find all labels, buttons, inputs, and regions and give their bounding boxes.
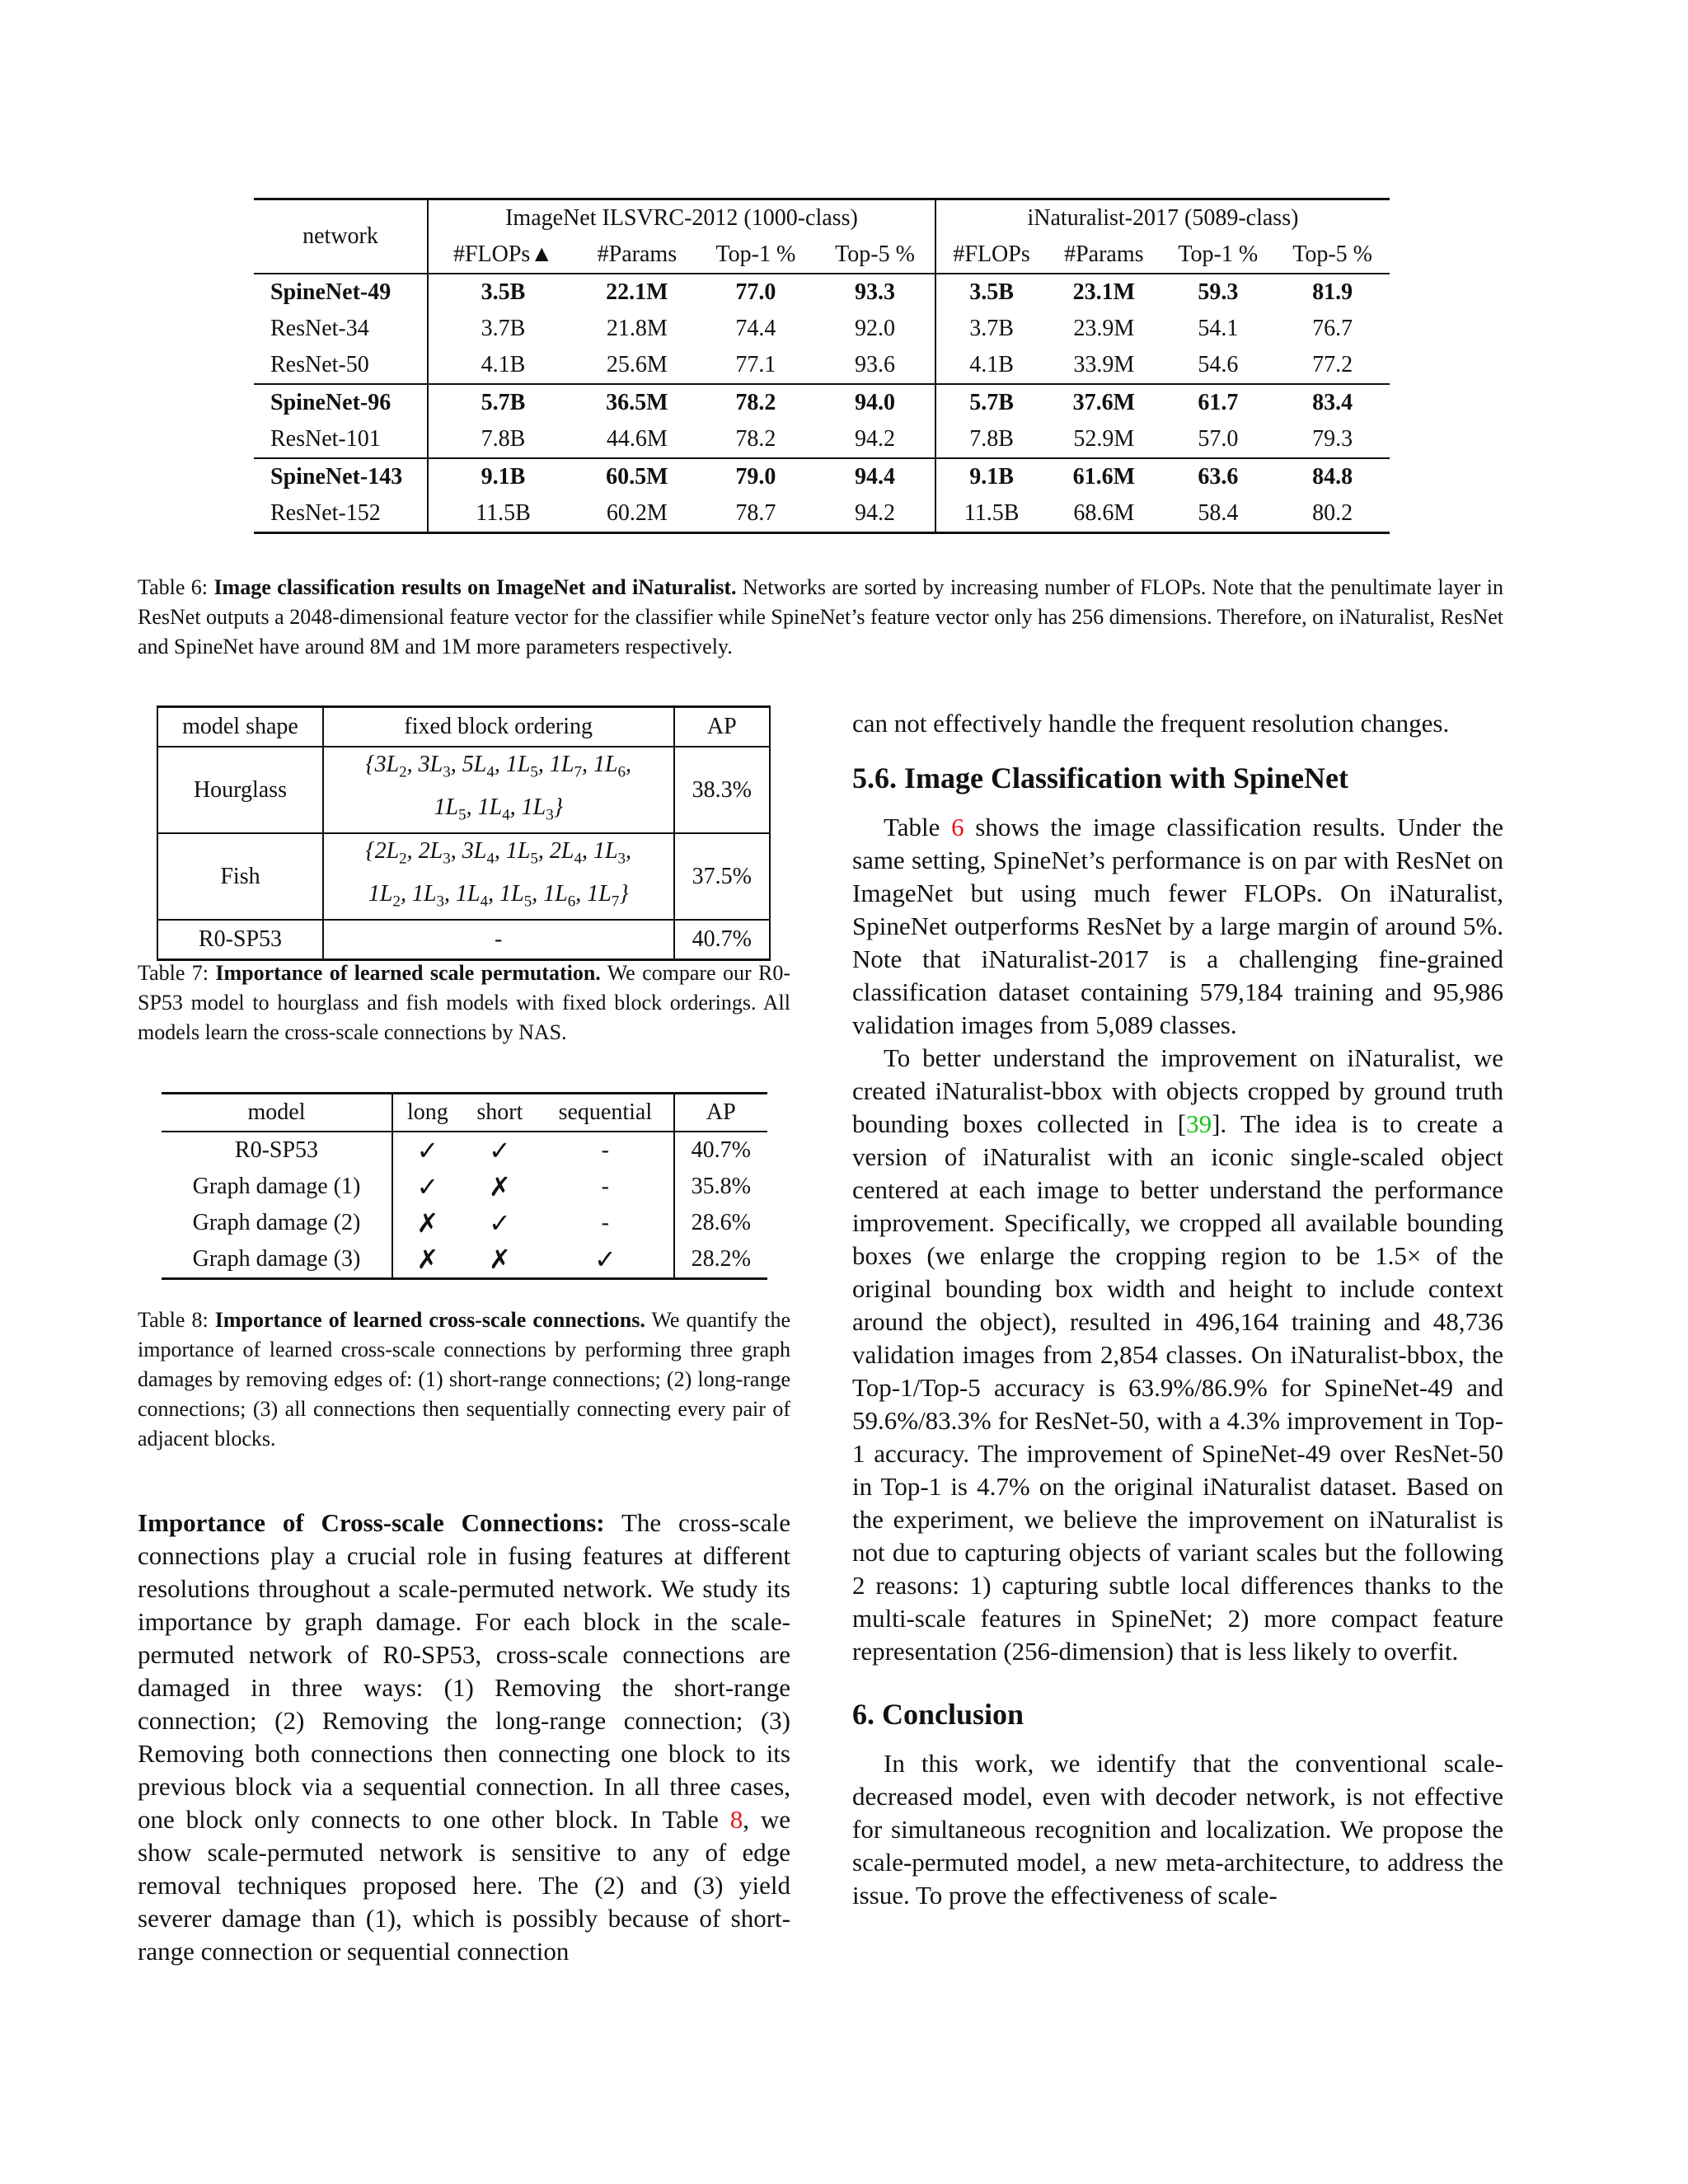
t7-header-ap: AP [674,707,771,748]
paragraph-text: , we show scale-permuted network is sensitive to any of edge removal techniques proposed here. The (2) and (3) yield severer damage than (1), which is possibly because of short-range connection or sequential connection [138,1805,790,1966]
caption-title: Importance of learned scale permutation. [215,961,601,985]
t8-ap-cell: 40.7% [691,1137,751,1163]
t6-cell: 22.1M [606,279,668,305]
t6-cell: 11.5B [935,495,1047,533]
table-7 [157,705,771,961]
t6-cell: 94.2 [815,421,935,458]
t8-sequential-cell: ✓ [537,1241,674,1279]
t6-subheader: #FLOPs [935,237,1047,274]
t6-network-name: ResNet-152 [254,495,428,533]
t7-fish-ap: 37.5% [674,833,771,920]
t6-cell: 78.2 [696,384,815,421]
t6-inat-header: iNaturalist-2017 (5089-class) [935,199,1390,237]
caption-label: Table 7: [138,961,209,985]
t7-r0-ordering: - [323,920,674,960]
paragraph [852,1042,1503,1668]
paragraph-text: The cross-scale connections play a crucial role in fusing features at different resolutions throughout a scale-permuted network. We study its importance by graph damage. For each block in the scale-permuted network of R0-SP53, cross-scale connections are damaged in three ways: (1) Removing the short-range connection; (2) Removing the long-range connection; (3) Removing both connections then connecting one block to its previous block via a sequential connection. In all three cases, one block only connects to one other block. In Table [138,1508,790,1834]
table-row [254,458,1390,495]
t6-subheader: Top-5 % [815,237,935,274]
table-8 [162,1092,767,1280]
t6-cell: 77.2 [1312,352,1353,377]
t6-subheader: #Params [1047,237,1160,274]
t6-cell: 60.2M [578,495,696,533]
t6-cell: 83.4 [1275,384,1390,421]
t6-network-name: SpineNet-143 [254,458,428,495]
t8-model-cell: Graph damage (1) [162,1169,392,1205]
continuation-text: can not effectively handle the frequent resolution changes. [852,709,1450,738]
table-row [162,1241,767,1279]
table-8-link[interactable]: 8 [729,1805,743,1834]
caption-title: Importance of learned cross-scale connections. [214,1308,645,1332]
t6-subheader: Top-1 % [1160,237,1275,274]
t7-hourglass-ap: 38.3% [674,747,771,833]
t6-cell: 4.1B [969,352,1014,377]
t6-cell: 78.2 [735,426,776,452]
caption-text: We compare our R0-SP53 model to hourglass and fish models with fixed block orderings. All models learn the cross-scale connections by NAS. [138,961,790,1044]
t6-cell: 81.9 [1312,279,1353,305]
paragraph-text: Table [884,813,940,841]
t6-cell: 94.4 [815,458,935,495]
t8-long-cell: ✓ [416,1136,439,1165]
table-row [162,1205,767,1241]
t6-cell: 11.5B [428,495,578,533]
t7-hourglass-ordering: {$3L_2$, $3L_3$, $5L_4$, $1L_5$, $1L_7$, $1L_6$, $1L_5$, $1L_4$, $1L_3$} [323,747,674,833]
t6-cell: 68.6M [1047,495,1160,533]
t7-fish-name: Fish [157,833,323,920]
t6-cell: 37.6M [1047,384,1160,421]
t8-short-cell: ✓ [488,1208,511,1238]
table-6-link[interactable]: 6 [951,813,964,841]
t6-network-header: network [254,199,428,274]
t7-header-ordering: fixed block ordering [323,707,674,748]
t6-cell: 84.8 [1275,458,1390,495]
table-6-caption [138,573,1503,662]
paragraph: In this work, we identify that the conventional scale-decreased model, even with decoder network, is not effective for simultaneous recognition and localization. We propose the scale-permuted model, a new meta-architecture, to address the issue. To prove the effectiveness of scale- [852,1749,1503,1910]
t6-cell: 59.3 [1198,279,1239,305]
right-column-text [852,707,1503,1912]
section-heading-6: 6. Conclusion [852,1698,1025,1731]
t6-cell: 54.6 [1198,352,1239,377]
t8-model-cell: Graph damage (2) [162,1205,392,1241]
t6-network-name: ResNet-50 [254,347,428,384]
t6-cell: 93.3 [815,274,935,311]
t6-cell: 5.7B [428,384,578,421]
t8-sequential-cell: - [537,1169,674,1205]
t8-ap-cell: 35.8% [691,1174,751,1199]
t6-cell: 92.0 [815,311,935,347]
t8-sequential-cell: - [537,1132,674,1169]
t6-cell: 21.8M [606,316,668,341]
t6-cell: 52.9M [1073,426,1135,452]
t6-cell: 93.6 [815,347,935,384]
t6-cell: 77.0 [735,279,776,305]
t8-header-ap: AP [674,1094,767,1132]
t6-cell: 58.4 [1160,495,1275,533]
table-7-caption [138,958,790,1047]
t6-cell: 79.0 [696,458,815,495]
citation-39-link[interactable]: 39 [1186,1109,1212,1138]
t6-cell: 3.5B [969,279,1014,305]
t6-cell: 44.6M [606,426,668,452]
t8-short-cell: ✗ [462,1241,537,1279]
t6-cell: 94.0 [815,384,935,421]
table-8-caption [138,1305,790,1454]
t6-cell: 76.7 [1312,316,1353,341]
t8-model-cell: Graph damage (3) [162,1241,392,1279]
t6-cell: 79.3 [1312,426,1353,452]
t7-r0-name: R0-SP53 [157,920,323,960]
t6-body [254,274,1390,533]
caption-label: Table 6: [138,575,209,599]
t6-subheader: #FLOPs▲ [428,237,578,274]
t6-cell: 94.2 [815,495,935,533]
left-column-text [138,1507,790,1968]
t6-network-name: ResNet-101 [254,421,428,458]
t6-cell: 23.1M [1072,279,1136,305]
paragraph-text: To better understand the improvement on iNaturalist, we created iNaturalist-bbox with objects cropped by ground truth bounding boxes collected in [ [852,1043,1503,1138]
t8-ap-cell: 28.2% [674,1241,767,1279]
t8-model-cell: R0-SP53 [162,1132,392,1169]
t6-cell: 23.9M [1073,316,1135,341]
t6-cell: 3.7B [481,316,526,341]
t8-sequential-cell: - [537,1205,674,1241]
t8-header-long: long [392,1094,462,1132]
paragraph-text: ]. The idea is to create a version of iNaturalist with an iconic single-scaled object centered at each image to better understand the performance improvement. Specifically, we cropped all available bounding boxes (we enlarge the cropping region to be 1.5× of the original bounding box width and height to include context around the object), resulted in 496,164 training and 48,736 validation images from 2,854 classes. On iNaturalist-bbox, the Top-1/Top-5 accuracy is 63.9%/86.9% for SpineNet-49 and 59.6%/83.3% for ResNet-50, with a 4.3% improvement in Top-1 accuracy. The improvement of SpineNet-49 over ResNet-50 in Top-1 is 4.7% on the original iNaturalist dataset. Based on the experiment, we believe the improvement on iNaturalist is not due to capturing objects of variant scales but the following 2 reasons: 1) capturing subtle local differences thanks to the multi-scale features in SpineNet; 2) more compact feature representation (256-dimension) that is less likely to overfit. [852,1109,1503,1666]
t8-short-cell: ✓ [488,1136,511,1165]
t6-cell: 78.7 [696,495,815,533]
t8-ap-cell: 28.6% [691,1210,751,1235]
t6-network-name: ResNet-34 [254,311,428,347]
table-row [254,421,1390,458]
paragraph [852,811,1503,1042]
table-row [254,495,1390,533]
table-row [254,347,1390,384]
t8-header-sequential: sequential [537,1094,674,1132]
t6-cell: 54.1 [1198,316,1239,341]
table-row [254,311,1390,347]
t6-cell: 25.6M [606,352,668,377]
caption-title: Image classification results on ImageNet and iNaturalist. [213,575,737,599]
t6-cell: 3.5B [481,279,526,305]
t6-cell: 4.1B [481,352,526,377]
t6-cell: 9.1B [935,458,1047,495]
t7-r0-ap: 40.7% [674,920,771,960]
t7-header-model-shape: model shape [157,707,323,748]
t6-cell: 33.9M [1073,352,1135,377]
t8-long-cell: ✓ [416,1172,439,1202]
t6-cell: 80.2 [1275,495,1390,533]
t6-cell: 57.0 [1198,426,1239,452]
t6-cell: 61.6M [1047,458,1160,495]
t8-short-cell: ✗ [488,1172,511,1202]
t8-long-cell: ✗ [392,1241,462,1279]
t6-subheader: #Params [578,237,696,274]
t6-cell: 74.4 [735,316,776,341]
t6-cell: 63.6 [1160,458,1275,495]
t6-cell: 3.7B [969,316,1014,341]
t7-fish-ordering: {$2L_2$, $2L_3$, $3L_4$, $1L_5$, $2L_4$, $1L_3$, $1L_2$, $1L_3$, $1L_4$, $1L_5$, $1L_6$, $1L_7$} [323,833,674,920]
t6-subheader: Top-1 % [696,237,815,274]
table-row [254,384,1390,421]
t6-cell: 7.8B [969,426,1014,452]
t6-network-name: SpineNet-49 [254,274,428,311]
t6-subheader: Top-5 % [1275,237,1390,274]
t6-network-name: SpineNet-96 [254,384,428,421]
section-heading-5-6: 5.6. Image Classification with SpineNet [852,762,1348,794]
caption-label: Table 8: [138,1308,209,1332]
t8-body [162,1132,767,1279]
caption-text: Networks are sorted by increasing number of FLOPs. Note that the penultimate layer in ResNet outputs a 2048-dimensional feature vector for the classifier while SpineNet’s feature vector only has 256 dimensions. Therefore, on iNaturalist, ResNet and SpineNet have around 8M and 1M more parameters respectively. [138,575,1504,658]
t8-header-short: short [462,1094,537,1132]
t8-header-model: model [162,1094,392,1132]
t6-cell: 7.8B [481,426,526,452]
t6-cell: 77.1 [735,352,776,377]
t6-cell: 61.7 [1160,384,1275,421]
t6-cell: 60.5M [578,458,696,495]
t6-cell: 5.7B [935,384,1047,421]
table-row [254,274,1390,311]
t6-cell: 9.1B [428,458,578,495]
t7-hourglass-name: Hourglass [157,747,323,833]
caption-text: We quantify the importance of learned cross-scale connections by performing three graph damages by removing edges of: (1) short-range connections; (2) long-range connections; (3) all connections then sequentially connecting every pair of adjacent blocks. [138,1308,791,1451]
table-6 [254,198,1390,534]
t6-cell: 36.5M [578,384,696,421]
t6-imagenet-header: ImageNet ILSVRC-2012 (1000-class) [428,199,935,237]
t8-long-cell: ✗ [416,1208,439,1238]
table-row [162,1169,767,1205]
paragraph-text: shows the image classification results. Under the same setting, SpineNet’s performance is on par with ResNet on ImageNet but using much fewer FLOPs. On iNaturalist, SpineNet outperforms ResNet by a large margin of around 5%. Note that iNaturalist-2017 is a challenging fine-grained classification dataset containing 579,184 training and 95,986 validation images from 5,089 classes. [852,813,1503,1039]
table-row [162,1132,767,1169]
paragraph-heading: Importance of Cross-scale Connections: [138,1508,605,1537]
